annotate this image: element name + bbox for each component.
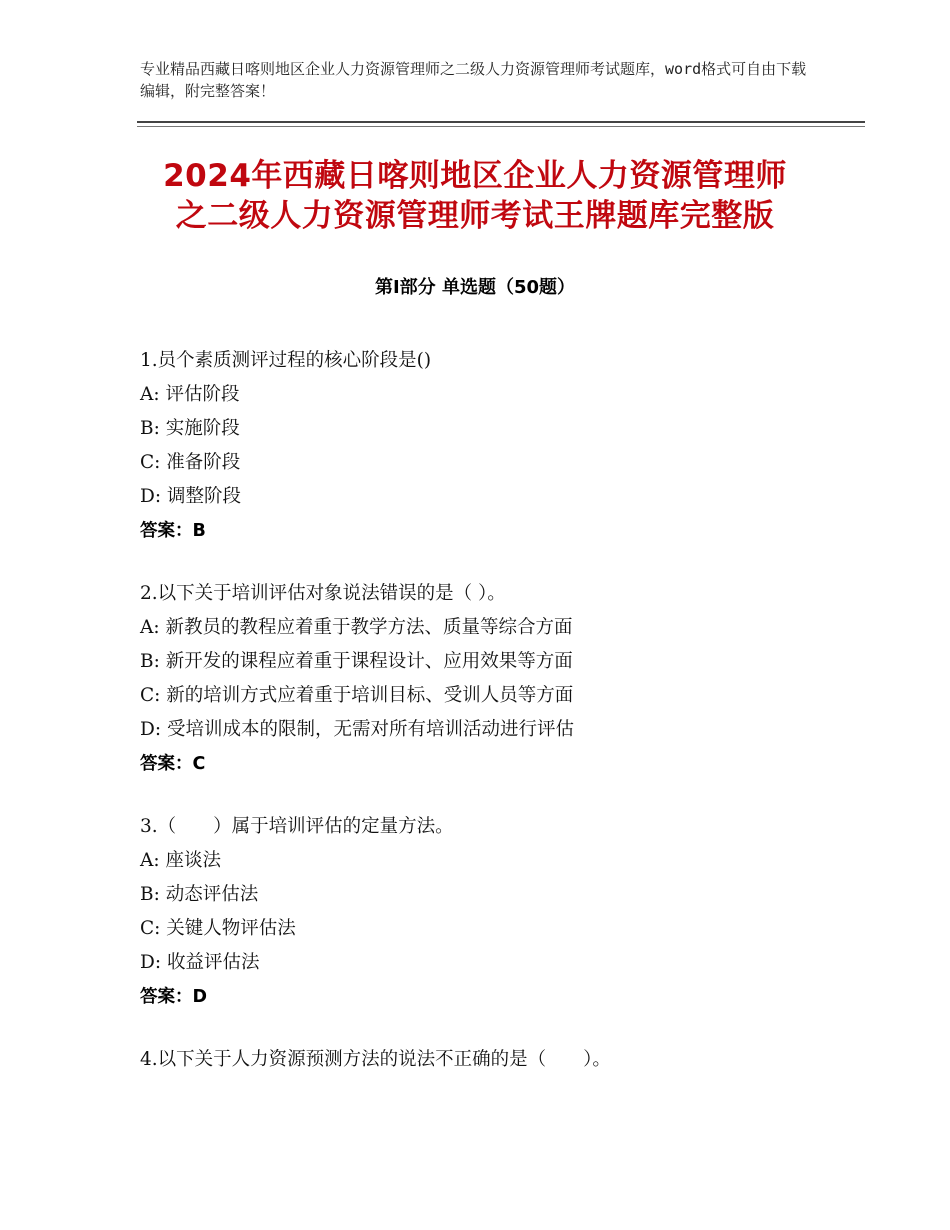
option-c: C: 关键人物评估法 <box>140 918 296 939</box>
question-4 <box>140 1043 840 1077</box>
question-1 <box>140 344 840 548</box>
document-title <box>120 156 830 236</box>
option-b: B: 动态评估法 <box>140 884 259 905</box>
question-stem: 2.以下关于培训评估对象说法错误的是（ ）。 <box>140 583 506 604</box>
option-c: C: 新的培训方式应着重于培训目标、受训人员等方面 <box>140 685 574 706</box>
header-divider-thin <box>137 126 865 127</box>
option-a: A: 评估阶段 <box>140 384 240 405</box>
answer: 答案：C <box>140 754 206 774</box>
option-d: D: 收益评估法 <box>140 952 260 973</box>
answer: 答案：B <box>140 521 206 541</box>
question-stem: 3.（ ）属于培训评估的定量方法。 <box>140 816 454 837</box>
option-a: A: 座谈法 <box>140 850 221 871</box>
question-2 <box>140 577 840 781</box>
option-c: C: 准备阶段 <box>140 452 241 473</box>
section-title: 第Ⅰ部分 单选题（50题） <box>374 277 575 298</box>
option-d: D: 调整阶段 <box>140 486 241 507</box>
question-stem: 4.以下关于人力资源预测方法的说法不正确的是（ ）。 <box>140 1049 611 1070</box>
option-a: A: 新教员的教程应着重于教学方法、质量等综合方面 <box>140 617 573 638</box>
header-divider <box>137 121 865 123</box>
option-d: D: 受培训成本的限制，无需对所有培训活动进行评估 <box>140 719 574 740</box>
header-note: 专业精品西藏日喀则地区企业人力资源管理师之二级人力资源管理师考试题库，word格式可自由下载编辑，附完整答案！ <box>140 60 807 100</box>
document-title-line-1: 2024年西藏日喀则地区企业人力资源管理师 <box>163 158 787 194</box>
document-title-line-2: 之二级人力资源管理师考试王牌题库完整版 <box>175 198 775 234</box>
option-b: B: 实施阶段 <box>140 418 240 439</box>
option-b: B: 新开发的课程应着重于课程设计、应用效果等方面 <box>140 651 573 672</box>
question-list <box>140 344 840 1106</box>
question-stem: 1.员个素质测评过程的核心阶段是() <box>140 350 432 371</box>
question-3 <box>140 810 840 1014</box>
answer: 答案：D <box>140 987 208 1007</box>
